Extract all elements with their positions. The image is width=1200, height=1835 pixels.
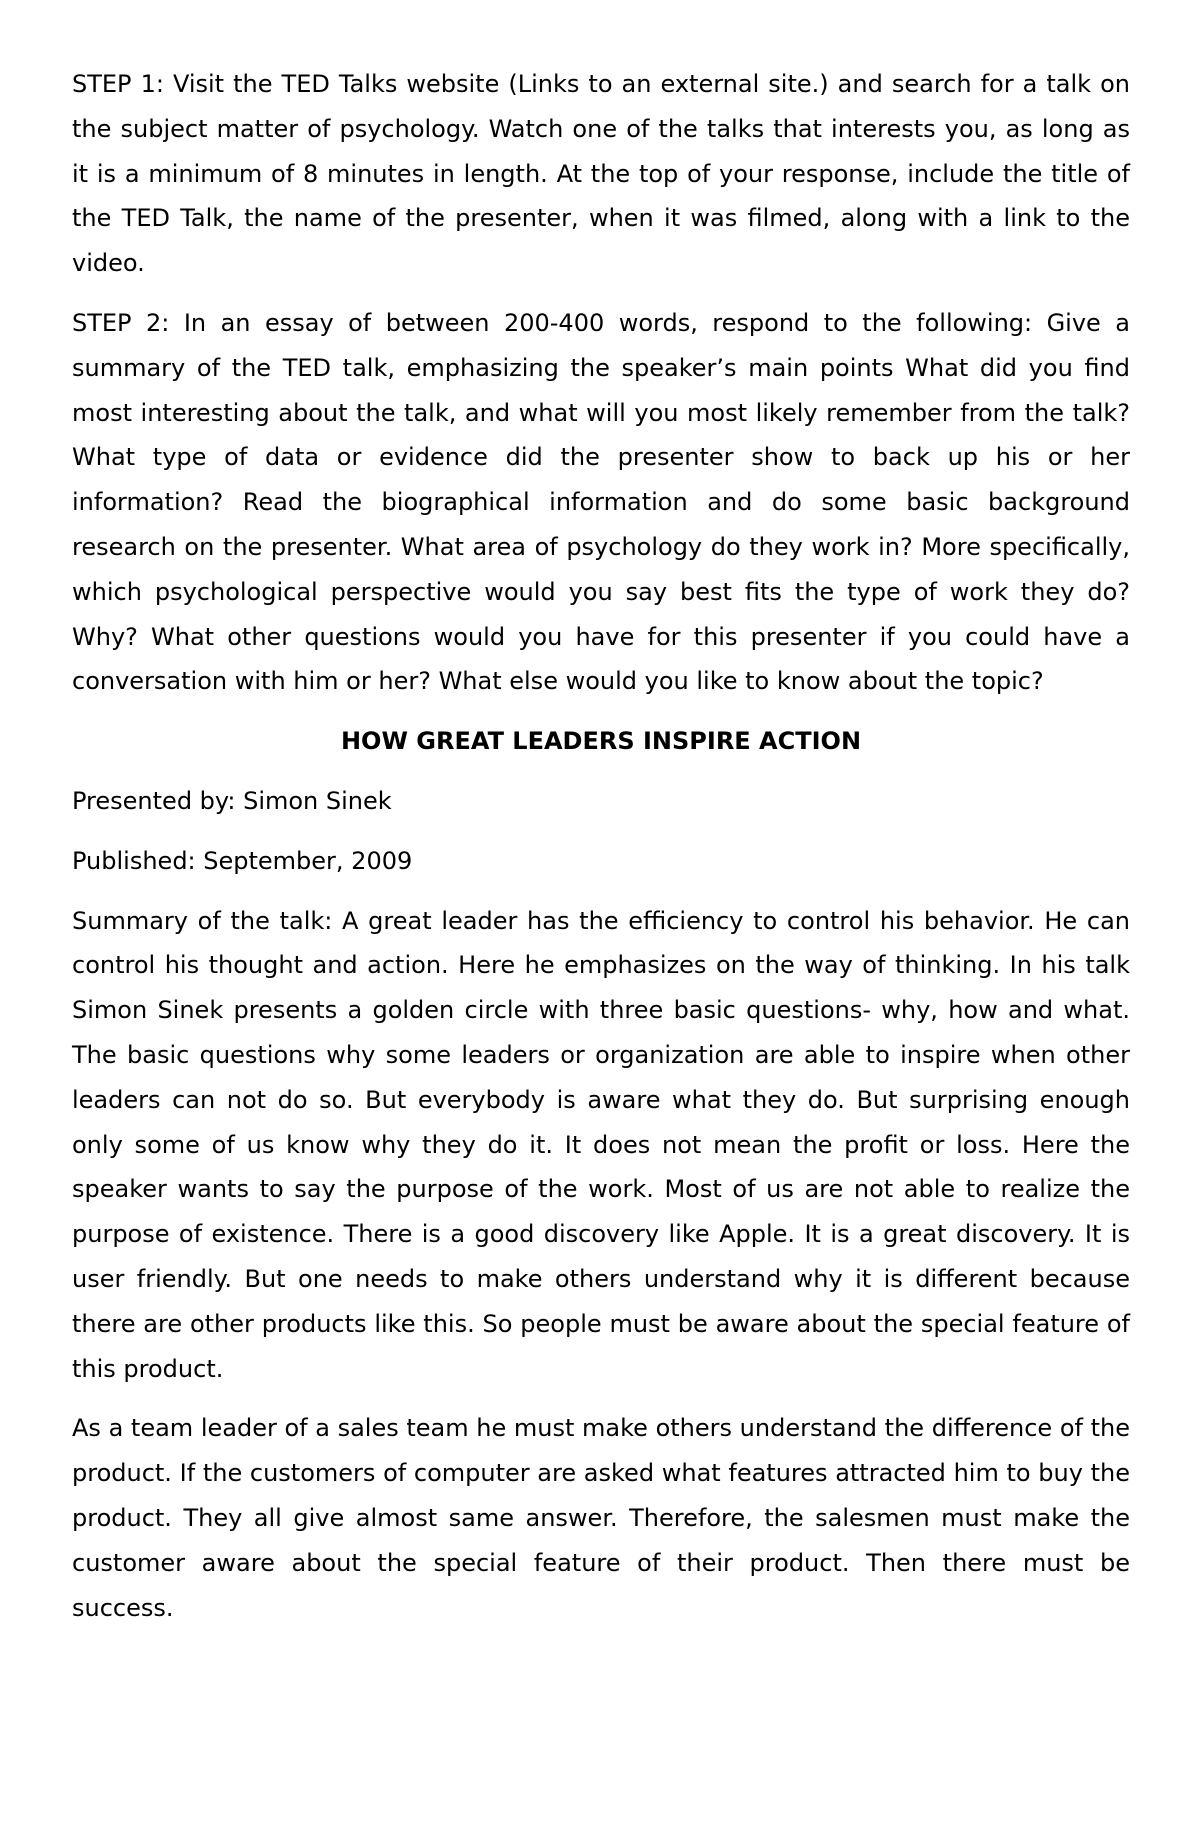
talk-title: HOW GREAT LEADERS INSPIRE ACTION [340, 727, 862, 756]
presenter-line: Presented by: Simon Sinek [72, 786, 392, 815]
step-2-instructions: STEP 2: In an essay of between 200-400 words, respond to the following: Give a summary of the TED talk, emphasizing the speaker’s main points What did you find most interesting about the talk, and what will you most likely remember from the talk? What type of data or evidence did the presenter show to back up his or her information? Read the biographical information and do some basic background research on the presenter. What area of psychology do they work in? More specifically, which psychological perspective would you say best fits the type of work they do? Why? What other questions would you have for this presenter if you could have a conversation with him or her? What else would you like to know about the topic? [72, 308, 1130, 696]
published-line: Published: September, 2009 [72, 846, 413, 875]
document-page [72, 62, 1130, 1645]
step-1-instructions: STEP 1: Visit the TED Talks website (Links to an external site.) and search for a talk on the subject matter of psychology. Watch one of the talks that interests you, as long as it is a minimum of 8 minutes in length. At the top of your response, include the title of the TED Talk, the name of the presenter, when it was filmed, along with a link to the video. [72, 70, 1130, 278]
summary-paragraph: Summary of the talk: A great leader has the efficiency to control his behavior. He can control his thought and action. Here he emphasizes on the way of thinking. In his talk Simon Sinek presents a golden circle with three basic questions- why, how and what. The basic questions why some leaders or organization are able to inspire when other leaders can not do so. But everybody is aware what they do. But surprising enough only some of us know why they do it. It does not mean the profit or loss. Here the speaker wants to say the purpose of the work. Most of us are not able to realize the purpose of existence. There is a good discovery like Apple. It is a great discovery. It is user friendly. But one needs to make others understand why it is different because there are other products like this. So people must be aware about the special feature of this product. [72, 906, 1130, 1383]
team-leader-paragraph: As a team leader of a sales team he must make others understand the difference of the product. If the customers of computer are asked what features attracted him to buy the product. They all give almost same answer. Therefore, the salesmen must make the customer aware about the special feature of their product. Then there must be success. [72, 1414, 1130, 1622]
